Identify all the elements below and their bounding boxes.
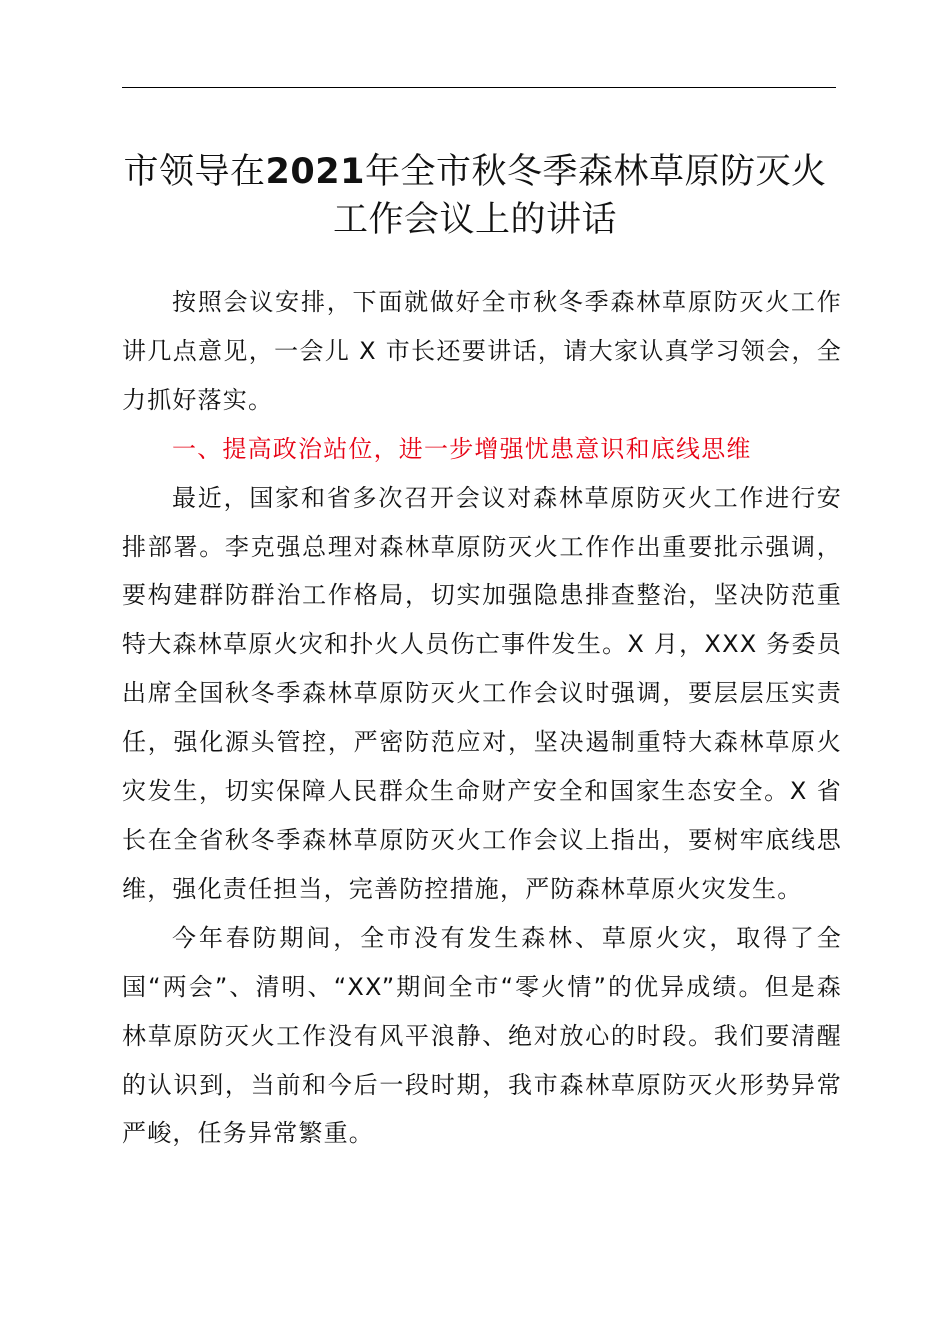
paragraph-intro: 按照会议安排，下面就做好全市秋冬季森林草原防灭火工作讲几点意见，一会儿 X 市长还要讲话，请大家认真学习领会，全力抓好落实。	[122, 288, 842, 414]
paragraph-spring-prevention: 今年春防期间，全市没有发生森林、草原火灾，取得了全国“两会”、清明、“XX”期间全市“零火情”的优异成绩。但是森林草原防灭火工作没有风平浪静、绝对放心的时段。我们要清醒的认识到，当前和今后一段时期，我市森林草原防灭火形势异常严峻，任务异常繁重。	[122, 923, 842, 1148]
header-rule	[122, 87, 836, 88]
section-heading-1: 一、提高政治站位，进一步增强忧患意识和底线思维	[172, 434, 752, 463]
title-prefix: 市领导在	[123, 152, 266, 192]
title-line2: 工作会议上的讲话	[332, 200, 617, 240]
title-line1-suffix: 年全市秋冬季森林草原防灭火	[364, 152, 827, 192]
document-title	[110, 148, 840, 244]
title-year: 2021	[265, 152, 365, 192]
paragraph-recent-meetings: 最近，国家和省多次召开会议对森林草原防灭火工作进行安排部署。李克强总理对森林草原防灭火工作作出重要批示强调，要构建群防群治工作格局，切实加强隐患排查整治，坚决防范重特大森林草原火灾和扑火人员伤亡事件发生。X 月，XXX 务委员出席全国秋冬季森林草原防灭火工作会议时强调，要层层压实责任，强化源头管控，严密防范应对，坚决遏制重特大森林草原火灾发生，切实保障人民群众生命财产安全和国家生态安全。X 省长在全省秋冬季森林草原防灭火工作会议上指出，要树牢底线思维，强化责任担当，完善防控措施，严防森林草原火灾发生。	[122, 483, 842, 903]
document-body	[122, 278, 842, 1158]
